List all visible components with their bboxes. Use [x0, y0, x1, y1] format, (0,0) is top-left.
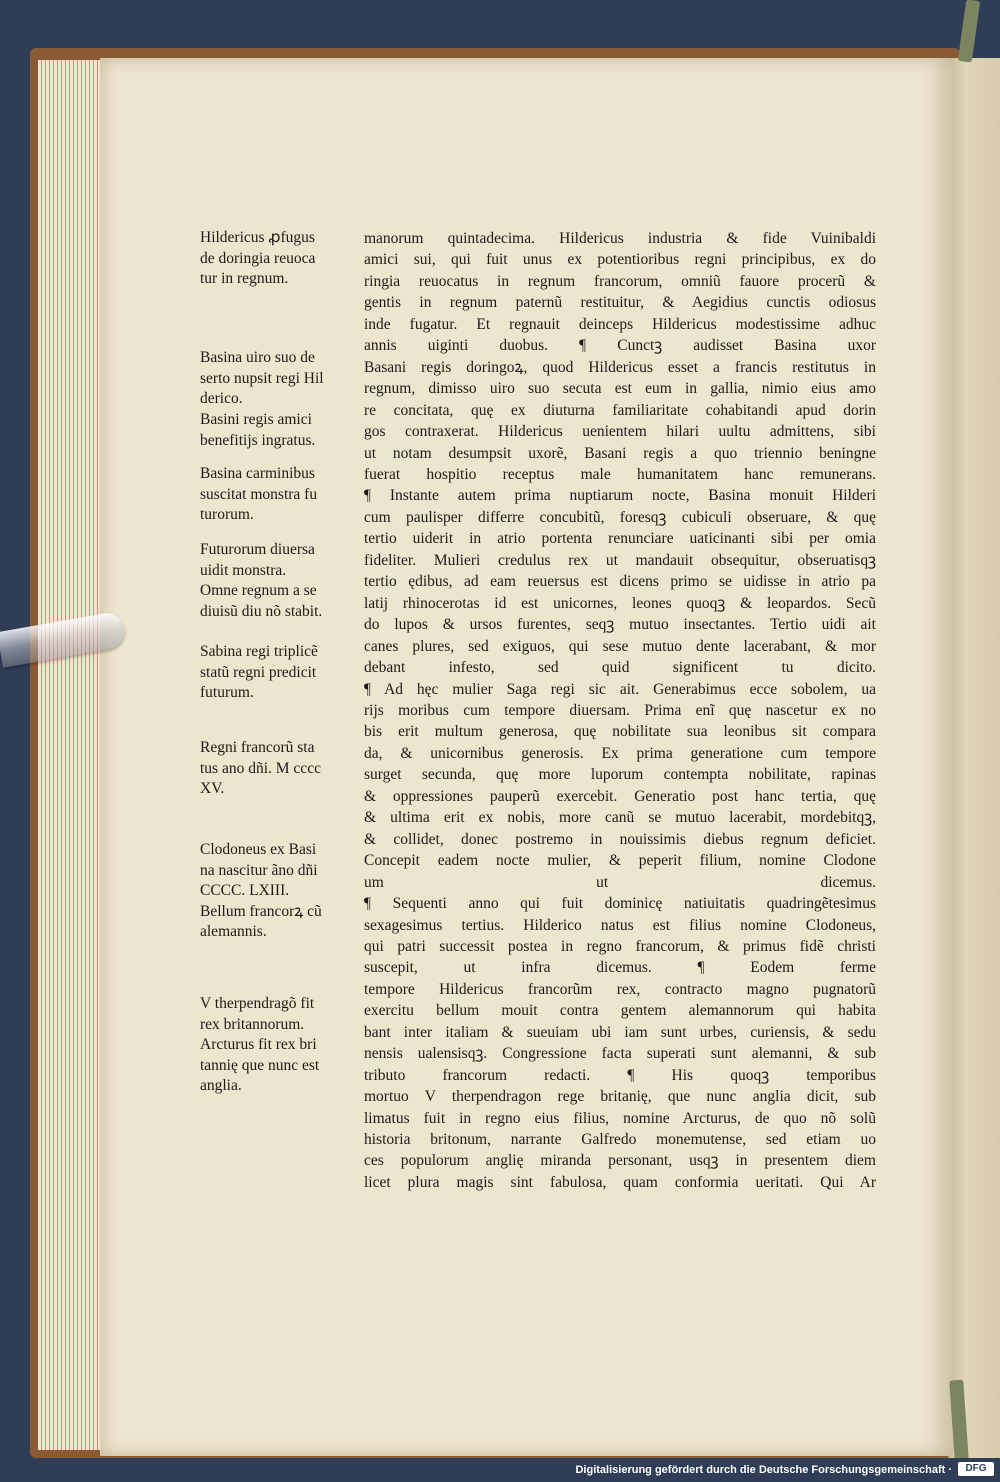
marginal-note-line: benefitijs ingratus. — [200, 431, 316, 449]
text-line: bis erit multum generosa, quę nobilitate sua leonibus sit compara — [364, 723, 876, 741]
text-line: cum paulisper differre concubitũ, foresqꝫ cubiculi obseruare, & quę — [364, 508, 876, 526]
marginal-note — [200, 540, 360, 622]
text-line: ringia reuocatus in regnum francorum, omniũ fauore procerũ & — [364, 272, 876, 290]
marginal-note-line: Clodoneus ex Basi — [200, 841, 317, 858]
text-line: debant infesto, sed quid significent tu dicito. — [364, 659, 876, 677]
facing-page-edge — [948, 58, 1000, 1458]
footer-bar — [0, 1458, 1000, 1482]
text-line: ¶ Sequenti anno qui fuit dominicę natiuitatis quadringẽtesimus — [364, 895, 876, 913]
marginal-note-line: serto nupsit regi Hil — [200, 369, 324, 387]
marginal-note — [200, 228, 360, 290]
text-line: fideliter. Mulieri credulus rex ut mandauit obsequitur, obseruatisqꝫ — [364, 551, 876, 569]
marginal-note-line: Basina carminibus — [200, 465, 315, 482]
text-line: & collidet, donec postremo in nouissimis diebus regnum deficiet. — [364, 830, 876, 848]
marginal-note-line: Arcturus fit rex bri — [200, 1036, 317, 1053]
text-line: inde fugatur. Et regnauit deinceps Hildericus modestissime adhuc — [364, 315, 876, 333]
text-line: tertio ędibus, ad eam reuersus est dicens primo se uidisse in atrio pa — [364, 573, 876, 591]
marginal-note-line: CCCC. LXIII. — [200, 882, 290, 899]
text-line: tributo francorum redacti. ¶ His quoqꝫ temporibus — [364, 1066, 876, 1084]
text-line: manorum quintadecima. Hildericus industria & fide Vuinibaldi — [364, 230, 876, 247]
text-line: um ut dicemus. — [364, 873, 876, 891]
marginal-note-line: rex britannorum. — [200, 1015, 305, 1033]
text-line: bant inter italiam & sueuiam ubi iam sunt urbes, curiensis, & sedu — [364, 1023, 876, 1041]
main-text-column — [364, 228, 876, 1193]
text-line: canes plures, sed exiguos, qui sese mutuo dente lacerabant, & mor — [364, 637, 876, 655]
marginal-note-line: XV. — [200, 780, 225, 797]
marginal-note — [200, 410, 360, 451]
text-line: licet plura magis sint fabulosa, quam conformia ueritati. Qui Ar — [364, 1173, 876, 1191]
text-line: gos contraxerat. Hildericus uenientem hilari uultu admittens, sibi — [364, 423, 876, 441]
marginal-note-line: Basina uiro suo de — [200, 349, 315, 366]
text-line: rijs moribus cum tempore diuersam. Prima enĩ quę nascetur ex no — [364, 701, 876, 719]
marginal-note-line: turorum. — [200, 506, 254, 523]
marginal-note — [200, 738, 360, 800]
text-line: surget secunda, quę more luporum contempta nobilitate, rapinas — [364, 766, 876, 784]
text-line: & oppressiones pauperũ exercebit. Generatio post hanc tertia, quę — [364, 787, 876, 805]
text-line: annis uiginti duobus. ¶ Cunctꝫ audisset Basina uxor — [364, 337, 876, 355]
marginal-note-line: Regni francorũ sta — [200, 739, 315, 756]
text-line: ¶ Instante autem prima nuptiarum nocte, Basina monuit Hilderi — [364, 487, 876, 505]
text-line: ¶ Ad hęc mulier Saga regi sic ait. Generabimus ecce sobolem, ua — [364, 680, 876, 698]
marginal-note-line: V therpendragõ fit — [200, 995, 315, 1012]
text-line: do lupos & ursos furentes, seqꝫ mutuo insectantes. Tertio uidi ait — [364, 616, 876, 634]
marginal-note-line: tur in regnum. — [200, 270, 289, 287]
marginal-note-line: de doringia reuoca — [200, 249, 316, 267]
text-line: qui patri successit postea in regno francorum, & primus fidẽ christi — [364, 937, 876, 955]
text-line: limatus fuit in regno eius filius, nomine Arcturus, de quo nõ solũ — [364, 1109, 876, 1127]
marginal-note-line: tannię que nunc est — [200, 1056, 320, 1074]
marginal-note-line: Bellum francorꝝ cũ — [200, 902, 322, 920]
marginal-note-line: na nascitur ãno dñi — [200, 861, 318, 879]
marginal-note — [200, 348, 360, 410]
text-line: mortuo V therpendragon rege britanię, que nunc anglia dicit, sub — [364, 1088, 876, 1106]
marginal-note-line: suscitat monstra fu — [200, 485, 318, 503]
marginal-note-line: Basini regis amici — [200, 411, 312, 428]
text-line: latij rhinocerotas id est unicornes, leones quoqꝫ & leopardos. Secũ — [364, 594, 876, 612]
text-line: & ultima erit ex nobis, more canũ se mutuo lacerabit, mordebitqꝫ, — [364, 809, 876, 827]
marginal-note-line: diuisũ diu nõ stabit. — [200, 602, 323, 620]
text-line: nensis ualensisqꝫ. Congressione facta superati sunt alemanni, & sub — [364, 1045, 876, 1063]
marginal-note-line: statũ regni predicit — [200, 663, 317, 681]
marginal-note-line: Hildericus ꝓfugus — [200, 229, 315, 246]
marginal-note-line: uidit monstra. — [200, 561, 287, 579]
bookmark-ribbon-top — [958, 0, 980, 63]
marginal-note — [200, 464, 360, 526]
marginal-note — [200, 994, 360, 1097]
text-line: tempore Hildericus francorũm rex, contracto magno pugnatorũ — [364, 980, 876, 998]
text-line: historia britonum, narrante Galfredo monemutense, sed etiam uo — [364, 1131, 876, 1149]
text-line: amici sui, qui fuit unus ex potentioribus regni principibus, ex do — [364, 251, 876, 269]
text-line: exercitu bellum mouit contra gentem alemannorum qui habita — [364, 1002, 876, 1020]
marginal-note-line: alemannis. — [200, 923, 267, 940]
text-line: tertio uiderit in atrio portenta renunciare uaticinanti sibi per omia — [364, 530, 876, 548]
text-line: ut notam desumpsit uxorẽ, Basani regis a quo triennio beningne — [364, 444, 876, 462]
text-line: regnum, dimisso uiro suo secuta est eum in gallia, nimio eius amo — [364, 380, 876, 398]
marginal-note-line: derico. — [200, 390, 243, 407]
marginal-note-line: Futurorum diuersa — [200, 541, 315, 558]
text-line: ces populorum anglię miranda personant, usqꝫ in presentem diem — [364, 1152, 876, 1170]
marginal-note — [200, 642, 360, 704]
marginal-note-line: tus ano dñi. M cccc — [200, 759, 321, 777]
text-line: sexagesimus tertius. Hilderico natus est filius nomine Clodoneus, — [364, 916, 876, 934]
text-line: gentis in regnum paternũ restituitur, & Aegidius cunctis odiosus — [364, 294, 876, 312]
text-line: Concepit eadem nocte mulier, & peperit filium, nomine Clodone — [364, 852, 876, 870]
marginal-note — [200, 840, 360, 943]
marginal-note-line: anglia. — [200, 1077, 242, 1094]
text-line: suscepit, ut infra dicemus. ¶ Eodem ferme — [364, 959, 876, 977]
text-line: da, & unicornibus generosis. Ex prima generatione cum tempore — [364, 744, 876, 762]
dfg-logo-icon: DFG — [958, 1462, 994, 1476]
marginal-note-line: Omne regnum a se — [200, 582, 317, 599]
text-line: Basani regis doringoꝝ, quod Hildericus esset a francis restitutus in — [364, 358, 876, 376]
text-line: fuerat hospitio receptus male humanitatem hanc remunerans. — [364, 465, 876, 483]
marginal-note-line: Sabina regi triplicẽ — [200, 643, 318, 660]
funding-credit: Digitalisierung gefördert durch die Deutsche Forschungsgemeinschaft · — [575, 1464, 952, 1476]
text-line: re concitata, quę ex diuturna familiaritate cohabitandi apud dorin — [364, 401, 876, 419]
page-edges — [38, 60, 107, 1450]
marginal-note-line: futurum. — [200, 684, 254, 701]
